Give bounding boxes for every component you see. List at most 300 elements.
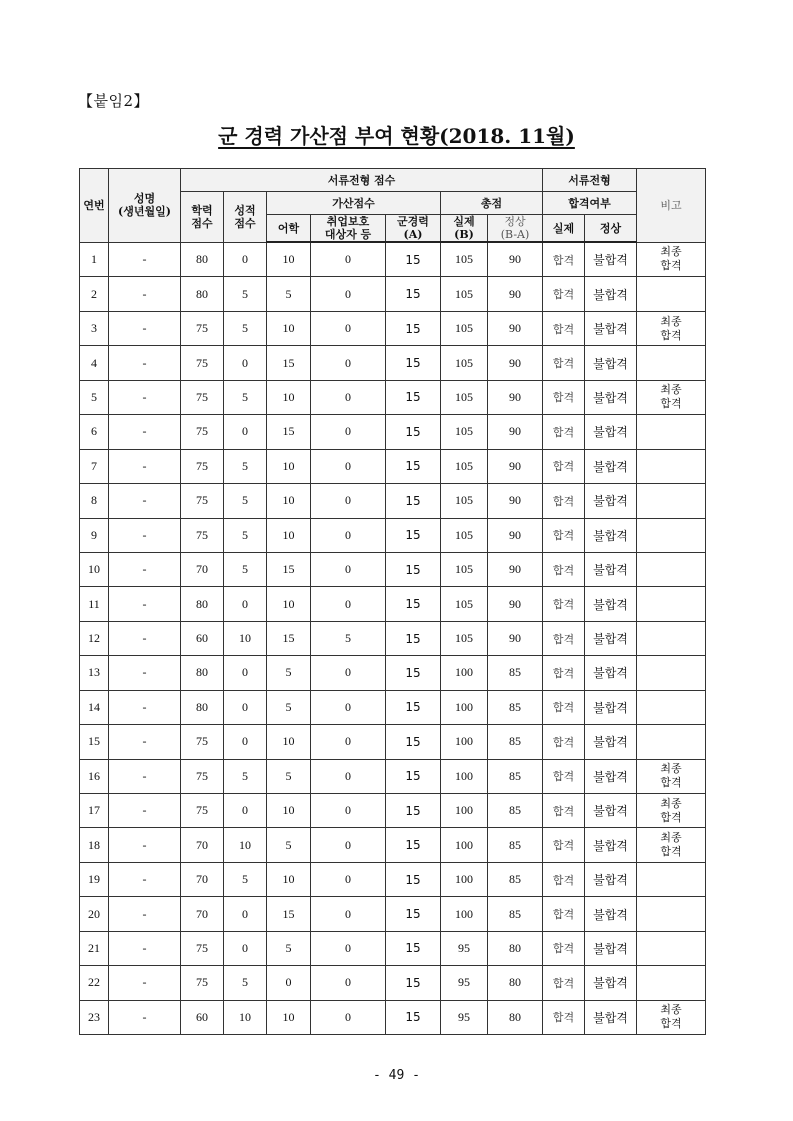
- row-result-actual: 합격: [543, 759, 585, 793]
- row-lang: 15: [267, 415, 311, 449]
- row-mil: 15: [386, 484, 441, 518]
- page-title: [0, 120, 793, 149]
- header-normal: 정상 (B-A): [488, 215, 543, 243]
- row-emp: 0: [311, 449, 386, 483]
- row-no: 10: [80, 552, 109, 586]
- row-result-normal: 불합격: [585, 621, 637, 655]
- row-result-actual: 합격: [543, 1000, 585, 1034]
- row-remark: [637, 415, 706, 449]
- table-row: [80, 794, 706, 828]
- row-edu: 70: [181, 862, 224, 896]
- row-emp: 0: [311, 380, 386, 414]
- row-grade: 5: [224, 311, 267, 345]
- row-result-normal: 불합격: [585, 415, 637, 449]
- row-name: -: [109, 759, 181, 793]
- row-no: 15: [80, 725, 109, 759]
- row-emp: 0: [311, 277, 386, 311]
- table-row: [80, 518, 706, 552]
- row-result-actual: 합격: [543, 449, 585, 483]
- table-header: [80, 169, 706, 243]
- row-emp: 0: [311, 242, 386, 277]
- row-no: 12: [80, 621, 109, 655]
- row-lang: 5: [267, 656, 311, 690]
- row-remark: [637, 656, 706, 690]
- row-emp: 0: [311, 931, 386, 965]
- row-actual: 105: [441, 587, 488, 621]
- row-result-normal: 불합격: [585, 518, 637, 552]
- row-grade: 0: [224, 725, 267, 759]
- row-emp: 0: [311, 656, 386, 690]
- row-mil: 15: [386, 587, 441, 621]
- header-mil: 군경력 (A): [386, 215, 441, 243]
- row-lang: 5: [267, 277, 311, 311]
- row-normal: 90: [488, 346, 543, 380]
- table-row: [80, 552, 706, 586]
- row-lang: 5: [267, 690, 311, 724]
- row-name: -: [109, 277, 181, 311]
- row-name: -: [109, 346, 181, 380]
- row-result-normal: 불합격: [585, 656, 637, 690]
- row-mil: 15: [386, 966, 441, 1000]
- row-grade: 5: [224, 552, 267, 586]
- row-result-actual: 합격: [543, 931, 585, 965]
- row-mil: 15: [386, 346, 441, 380]
- row-remark: [637, 621, 706, 655]
- row-no: 20: [80, 897, 109, 931]
- row-lang: 15: [267, 897, 311, 931]
- row-lang: 10: [267, 518, 311, 552]
- row-emp: 5: [311, 621, 386, 655]
- row-mil: 15: [386, 690, 441, 724]
- row-actual: 100: [441, 828, 488, 862]
- remark-line2: 합격: [660, 328, 682, 342]
- row-normal: 90: [488, 484, 543, 518]
- row-no: 16: [80, 759, 109, 793]
- row-result-normal: 불합격: [585, 484, 637, 518]
- row-emp: 0: [311, 966, 386, 1000]
- row-normal: 80: [488, 931, 543, 965]
- row-name: -: [109, 621, 181, 655]
- row-normal: 80: [488, 966, 543, 1000]
- table-row: [80, 725, 706, 759]
- remark-line2: 합격: [660, 776, 682, 790]
- row-remark: [637, 311, 706, 345]
- row-result-actual: 합격: [543, 966, 585, 1000]
- row-actual: 95: [441, 931, 488, 965]
- row-edu: 60: [181, 1000, 224, 1034]
- row-grade: 10: [224, 828, 267, 862]
- row-actual: 105: [441, 621, 488, 655]
- row-remark: [637, 587, 706, 621]
- remark-line2: 합격: [660, 397, 682, 411]
- remark-line2: 합격: [660, 810, 682, 824]
- row-grade: 0: [224, 690, 267, 724]
- row-grade: 5: [224, 759, 267, 793]
- row-actual: 105: [441, 277, 488, 311]
- remark-line1: 최종: [660, 762, 682, 776]
- row-normal: 80: [488, 1000, 543, 1034]
- row-name: -: [109, 518, 181, 552]
- row-actual: 100: [441, 690, 488, 724]
- row-no: 8: [80, 484, 109, 518]
- row-edu: 70: [181, 897, 224, 931]
- row-result-normal: 불합격: [585, 1000, 637, 1034]
- row-name: -: [109, 415, 181, 449]
- row-grade: 5: [224, 484, 267, 518]
- row-edu: 80: [181, 656, 224, 690]
- table-row: [80, 759, 706, 793]
- row-lang: 5: [267, 828, 311, 862]
- row-no: 3: [80, 311, 109, 345]
- row-remark: [637, 794, 706, 828]
- row-emp: 0: [311, 415, 386, 449]
- row-name: -: [109, 690, 181, 724]
- row-edu: 75: [181, 415, 224, 449]
- row-normal: 90: [488, 621, 543, 655]
- row-lang: 10: [267, 725, 311, 759]
- table-row: [80, 484, 706, 518]
- row-grade: 0: [224, 931, 267, 965]
- page-number: - 49 -: [373, 1068, 420, 1083]
- row-normal: 85: [488, 794, 543, 828]
- row-name: -: [109, 794, 181, 828]
- row-actual: 105: [441, 242, 488, 277]
- row-no: 13: [80, 656, 109, 690]
- row-no: 19: [80, 862, 109, 896]
- table-row: [80, 449, 706, 483]
- row-emp: 0: [311, 794, 386, 828]
- row-result-normal: 불합격: [585, 794, 637, 828]
- row-result-normal: 불합격: [585, 587, 637, 621]
- table-row: [80, 828, 706, 862]
- remark-line2: 합격: [660, 845, 682, 859]
- header-remark: 비고: [637, 169, 706, 243]
- row-normal: 90: [488, 518, 543, 552]
- row-edu: 75: [181, 725, 224, 759]
- row-remark: [637, 449, 706, 483]
- header-doc-score: 서류전형 점수: [181, 169, 543, 192]
- row-result-normal: 불합격: [585, 897, 637, 931]
- row-remark: [637, 759, 706, 793]
- remark-line1: 최종: [660, 1003, 682, 1017]
- row-result-normal: 불합격: [585, 828, 637, 862]
- row-grade: 10: [224, 621, 267, 655]
- table-row: [80, 897, 706, 931]
- remark-line2: 합격: [660, 259, 682, 273]
- remark-line1: 최종: [660, 831, 682, 845]
- row-actual: 105: [441, 449, 488, 483]
- row-result-normal: 불합격: [585, 552, 637, 586]
- row-normal: 85: [488, 759, 543, 793]
- row-mil: 15: [386, 656, 441, 690]
- row-edu: 75: [181, 931, 224, 965]
- row-normal: 85: [488, 656, 543, 690]
- row-grade: 5: [224, 449, 267, 483]
- table-row: [80, 621, 706, 655]
- header-bonus: 가산점수: [267, 192, 441, 215]
- row-lang: 10: [267, 242, 311, 277]
- row-no: 21: [80, 931, 109, 965]
- row-no: 23: [80, 1000, 109, 1034]
- row-no: 9: [80, 518, 109, 552]
- row-edu: 75: [181, 311, 224, 345]
- header-lang: 어학: [267, 215, 311, 243]
- row-result-normal: 불합격: [585, 242, 637, 277]
- row-edu: 75: [181, 794, 224, 828]
- row-mil: 15: [386, 897, 441, 931]
- row-emp: 0: [311, 346, 386, 380]
- row-no: 11: [80, 587, 109, 621]
- row-lang: 0: [267, 966, 311, 1000]
- header-pass-sub: 합격여부: [543, 192, 637, 215]
- row-grade: 0: [224, 242, 267, 277]
- row-name: -: [109, 897, 181, 931]
- row-grade: 5: [224, 380, 267, 414]
- row-remark: [637, 242, 706, 277]
- row-normal: 90: [488, 311, 543, 345]
- row-result-normal: 불합격: [585, 311, 637, 345]
- row-grade: 5: [224, 518, 267, 552]
- row-normal: 85: [488, 828, 543, 862]
- row-emp: 0: [311, 484, 386, 518]
- row-grade: 0: [224, 656, 267, 690]
- row-edu: 80: [181, 690, 224, 724]
- row-result-actual: 합격: [543, 346, 585, 380]
- row-mil: 15: [386, 1000, 441, 1034]
- row-edu: 60: [181, 621, 224, 655]
- header-name: 성명 (생년월일): [109, 169, 181, 243]
- row-emp: 0: [311, 1000, 386, 1034]
- row-remark: [637, 931, 706, 965]
- row-result-actual: 합격: [543, 242, 585, 277]
- header-grade-score: 성적 점수: [224, 192, 267, 243]
- row-result-normal: 불합격: [585, 277, 637, 311]
- row-result-actual: 합격: [543, 415, 585, 449]
- row-remark: [637, 518, 706, 552]
- score-table: [79, 168, 706, 1035]
- row-no: 14: [80, 690, 109, 724]
- row-grade: 0: [224, 794, 267, 828]
- row-result-actual: 합격: [543, 587, 585, 621]
- row-result-normal: 불합격: [585, 449, 637, 483]
- row-grade: 5: [224, 862, 267, 896]
- row-edu: 75: [181, 759, 224, 793]
- row-remark: [637, 380, 706, 414]
- row-lang: 10: [267, 862, 311, 896]
- row-result-actual: 합격: [543, 380, 585, 414]
- table-row: [80, 862, 706, 896]
- row-result-normal: 불합격: [585, 346, 637, 380]
- row-emp: 0: [311, 725, 386, 759]
- row-result-actual: 합격: [543, 725, 585, 759]
- row-emp: 0: [311, 759, 386, 793]
- row-mil: 15: [386, 794, 441, 828]
- header-emp: 취업보호 대상자 등: [311, 215, 386, 243]
- row-lang: 10: [267, 587, 311, 621]
- row-actual: 95: [441, 966, 488, 1000]
- row-actual: 100: [441, 725, 488, 759]
- row-lang: 10: [267, 1000, 311, 1034]
- row-remark: [637, 725, 706, 759]
- row-normal: 90: [488, 552, 543, 586]
- row-edu: 75: [181, 484, 224, 518]
- row-normal: 90: [488, 415, 543, 449]
- row-mil: 15: [386, 518, 441, 552]
- row-emp: 0: [311, 587, 386, 621]
- row-emp: 0: [311, 862, 386, 896]
- row-result-actual: 합격: [543, 621, 585, 655]
- header-total: 총점: [441, 192, 543, 215]
- row-no: 18: [80, 828, 109, 862]
- row-edu: 80: [181, 242, 224, 277]
- row-emp: 0: [311, 552, 386, 586]
- row-name: -: [109, 931, 181, 965]
- table-row: [80, 587, 706, 621]
- row-no: 1: [80, 242, 109, 277]
- row-name: -: [109, 484, 181, 518]
- row-mil: 15: [386, 415, 441, 449]
- row-grade: 0: [224, 346, 267, 380]
- row-remark: [637, 484, 706, 518]
- remark-line1: 최종: [660, 314, 682, 328]
- table-row: [80, 931, 706, 965]
- row-result-actual: 합격: [543, 862, 585, 896]
- row-actual: 100: [441, 862, 488, 896]
- row-name: -: [109, 380, 181, 414]
- row-normal: 90: [488, 380, 543, 414]
- row-name: -: [109, 725, 181, 759]
- row-lang: 10: [267, 449, 311, 483]
- row-mil: 15: [386, 621, 441, 655]
- row-result-actual: 합격: [543, 656, 585, 690]
- row-result-actual: 합격: [543, 897, 585, 931]
- row-lang: 10: [267, 484, 311, 518]
- row-emp: 0: [311, 828, 386, 862]
- table-row: [80, 690, 706, 724]
- row-normal: 85: [488, 690, 543, 724]
- row-result-actual: 합격: [543, 794, 585, 828]
- row-name: -: [109, 862, 181, 896]
- row-edu: 80: [181, 277, 224, 311]
- table-row: [80, 242, 706, 277]
- row-name: -: [109, 828, 181, 862]
- row-result-actual: 합격: [543, 277, 585, 311]
- row-normal: 85: [488, 725, 543, 759]
- row-edu: 70: [181, 828, 224, 862]
- row-remark: [637, 277, 706, 311]
- row-emp: 0: [311, 897, 386, 931]
- table-row: [80, 1000, 706, 1034]
- row-mil: 15: [386, 242, 441, 277]
- header-no: 연번: [80, 169, 109, 243]
- row-lang: 15: [267, 346, 311, 380]
- row-edu: 75: [181, 380, 224, 414]
- row-name: -: [109, 242, 181, 277]
- row-actual: 105: [441, 346, 488, 380]
- row-grade: 10: [224, 1000, 267, 1034]
- row-result-actual: 합격: [543, 311, 585, 345]
- row-actual: 100: [441, 794, 488, 828]
- row-lang: 5: [267, 759, 311, 793]
- row-actual: 105: [441, 484, 488, 518]
- row-remark: [637, 897, 706, 931]
- row-name: -: [109, 966, 181, 1000]
- row-mil: 15: [386, 311, 441, 345]
- row-mil: 15: [386, 552, 441, 586]
- remark-line1: 최종: [660, 796, 682, 810]
- row-no: 6: [80, 415, 109, 449]
- row-mil: 15: [386, 759, 441, 793]
- row-normal: 85: [488, 862, 543, 896]
- row-actual: 100: [441, 897, 488, 931]
- row-name: -: [109, 311, 181, 345]
- row-mil: 15: [386, 862, 441, 896]
- row-no: 22: [80, 966, 109, 1000]
- row-result-normal: 불합격: [585, 966, 637, 1000]
- row-result-normal: 불합격: [585, 380, 637, 414]
- row-edu: 80: [181, 587, 224, 621]
- row-actual: 100: [441, 656, 488, 690]
- row-grade: 0: [224, 415, 267, 449]
- remark-line1: 최종: [660, 245, 682, 259]
- row-name: -: [109, 587, 181, 621]
- row-name: -: [109, 1000, 181, 1034]
- page-title-text: 군 경력 가산점 부여 현황(2018. 11월): [218, 124, 575, 148]
- remark-line2: 합격: [660, 1017, 682, 1031]
- row-actual: 105: [441, 415, 488, 449]
- row-mil: 15: [386, 380, 441, 414]
- row-no: 4: [80, 346, 109, 380]
- row-actual: 95: [441, 1000, 488, 1034]
- row-normal: 90: [488, 277, 543, 311]
- row-lang: 10: [267, 380, 311, 414]
- row-remark: [637, 862, 706, 896]
- table-row: [80, 277, 706, 311]
- row-normal: 90: [488, 449, 543, 483]
- header-edu-score: 학력 점수: [181, 192, 224, 243]
- row-no: 17: [80, 794, 109, 828]
- row-grade: 0: [224, 587, 267, 621]
- row-lang: 5: [267, 931, 311, 965]
- row-lang: 10: [267, 794, 311, 828]
- attachment-label: 【붙임2】: [78, 92, 150, 110]
- remark-line1: 최종: [660, 383, 682, 397]
- header-pass-status: 서류전형: [543, 169, 637, 192]
- row-remark: [637, 966, 706, 1000]
- row-normal: 85: [488, 897, 543, 931]
- row-result-actual: 합격: [543, 518, 585, 552]
- row-no: 2: [80, 277, 109, 311]
- row-result-actual: 합격: [543, 552, 585, 586]
- row-emp: 0: [311, 518, 386, 552]
- row-edu: 75: [181, 966, 224, 1000]
- row-remark: [637, 552, 706, 586]
- table-row: [80, 966, 706, 1000]
- row-remark: [637, 346, 706, 380]
- row-remark: [637, 828, 706, 862]
- row-result-actual: 합격: [543, 484, 585, 518]
- row-edu: 75: [181, 449, 224, 483]
- row-mil: 15: [386, 277, 441, 311]
- header-pass-normal: 정상: [585, 215, 637, 243]
- header-actual: 실제 (B): [441, 215, 488, 243]
- row-mil: 15: [386, 828, 441, 862]
- table-row: [80, 380, 706, 414]
- row-mil: 15: [386, 931, 441, 965]
- row-result-normal: 불합격: [585, 759, 637, 793]
- row-edu: 70: [181, 552, 224, 586]
- row-name: -: [109, 656, 181, 690]
